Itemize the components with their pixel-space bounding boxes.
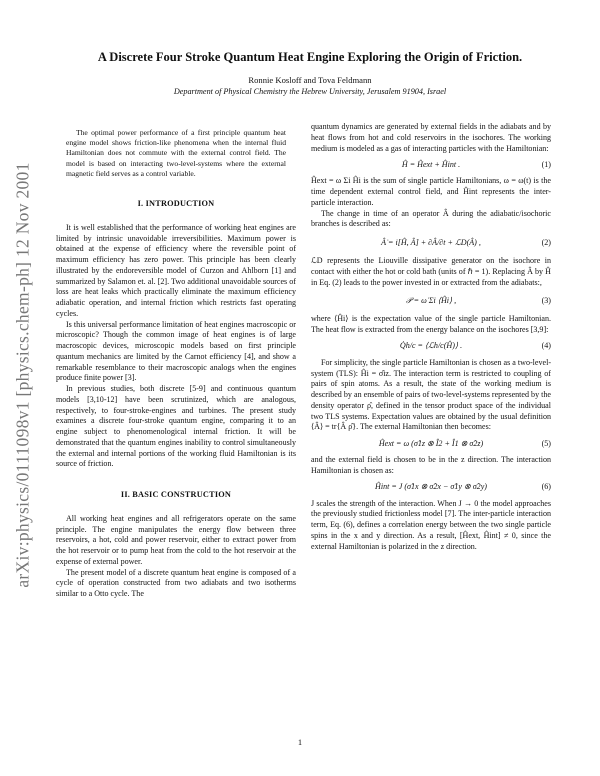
paragraph: where ⟨Ĥi⟩ is the expectation value of the single particle Hamiltonian. The heat flow is extracted from the energy balance on the isochores [3,9]: — [311, 314, 551, 334]
paragraph: The present model of a discrete quantum heat engine is composed of a cycle of operation constructed from two adiabats and two isotherms similar to a Otto cycle. The — [56, 567, 296, 599]
page-number: 1 — [297, 737, 303, 747]
paragraph: and the external field is chosen to be in the z direction. The interaction Hamiltonian is chosen as: — [311, 455, 551, 475]
abstract — [56, 128, 296, 179]
section-heading-introduction: I. INTRODUCTION — [137, 199, 215, 209]
section-heading-basic-construction: II. BASIC CONSTRUCTION — [120, 490, 232, 500]
paper-title: A Discrete Four Stroke Quantum Heat Engine Exploring the Origin of Friction. — [97, 50, 523, 64]
paragraph: For simplicity, the single particle Hamiltonian is chosen as a two-level-system (TLS): Ĥi = σ̂iz. The interaction term is restricted to coupling of pairs of spin atoms. As a result, the state of the working medium is described by an ensemble of pairs of two-level-systems represented by the density operator ρ̂, defined in the tensor product space of the individual two TLS systems. Expectation values are obtained by the usual definition ⟨Â⟩ = tr{Â ρ̂}. The external Hamiltonian then becomes: — [311, 357, 551, 432]
paragraph: Ĥext = ω Σi Ĥi is the sum of single particle Hamiltonians, ω = ω(t) is the time dependent external control field, and Ĥint represents the inter-particle interaction. — [311, 176, 551, 207]
authors: Ronnie Kosloff and Tova Feldmann — [248, 75, 372, 85]
paragraph: Is this universal performance limitation of heat engines macroscopic or microscopic? Though the common image of heat engines is of large macroscopic devices, microscopic models based on first principle quantum mechanics are limited by the Carnot efficiency [4], and show a remarkable resemblance to their macroscopic analogs when the engines produce finite power [3]. — [56, 319, 296, 383]
equation-2: Â̇ = i[Ĥ, Â] + ∂Â/∂t + ℒD(Â) , (2) — [381, 237, 551, 247]
left-column — [56, 120, 296, 600]
equation-4: Q̇h/c = ⟨ℒh/c(Ĥ)⟩ . (4) — [399, 341, 551, 351]
paragraph: All working heat engines and all refrigerators operate on the same principle. The engine manipulates the energy flow between three reservoirs, a hot, cold and power reservoir, either to extract power from the hot reservoir or to pump heat from the cold to the hot reservoir at the expense of external power. — [56, 513, 296, 566]
equation-5: Ĥext = ω (σ̂1z ⊗ Î2 + Î1 ⊗ σ̂2z) (5) — [378, 438, 551, 448]
equation-6: Ĥint = J (σ̂1x ⊗ σ̂2x − σ̂1y ⊗ σ̂2y) (6) — [375, 482, 551, 492]
paragraph: It is well established that the performance of working heat engines are limited by intrinsic unavoidable irreversibilities. Maximum power is obtained at the expense of efficiency where the reversible point of maximum efficiency has zero power. This principle has been clearly illustrated by the endoreversible model of Curzon and Ahlborn [1] and summarized by Salamon et. al. [2]. Two additional unavoidable sources of loss are heat leaks which practically eliminate the maximum efficiency adiabatic operation, and internal friction which restricts fast operating cycles. — [56, 222, 296, 318]
paragraph: In previous studies, both discrete [5-9] and continuous quantum models [3,10-12] have been scrutinized, which are analogous, respectively, to four-stroke-engines and turbines. The present study examines a discrete four-stroke quantum engine, comparing it to an engine subject to phenomenological internal friction. It will be demonstrated that the quantum engines inability to control simultaneously the external and internal portions of the working fluid Hamiltonian is its source of friction. — [56, 384, 296, 469]
paragraph: ℒD represents the Liouville dissipative generator on the isochore in contact with either the hot or cold bath (units of ℏ = 1). Replacing Â by Ĥ in Eq. (2) leads to the power invested in or extracted from the adiabats:, — [311, 256, 551, 287]
paragraph: J scales the strength of the interaction. When J → 0 the model approaches the previously studied frictionless model [7]. The inter-particle interaction term, Eq. (6), defines a correlation energy between the two single particle spins in the x and y direction. As a result, [Ĥext, Ĥint] ≠ 0, since the external Hamiltonian is polarized in the z direction. — [311, 498, 551, 551]
affiliation: Department of Physical Chemistry the Hebrew University, Jerusalem 91904, Israel — [173, 87, 447, 96]
paragraph: quantum dynamics are generated by external fields in the adiabats and by heat flows from hot and cold reservoirs in the isochores. The working medium is modeled as a gas of interacting particles with the Hamiltonian: — [311, 122, 551, 153]
paragraph: The change in time of an operator Â during the adiabatic/isochoric branches is described as: — [311, 208, 551, 229]
arxiv-stamp: arXiv:physics/0111098v1 [physics.chem-ph] 12 Nov 2001 — [12, 162, 33, 588]
equation-1: Ĥ = Ĥext + Ĥint . (1) — [401, 159, 551, 169]
right-column — [311, 122, 551, 552]
abstract-text: The optimal power performance of a first principle quantum heat engine model shows friction-like phenomena when the internal fluid Hamiltonian does not commute with the external control field. The model is based on interacting two-level-systems where the external magnetic field serves as a control variable. — [66, 128, 286, 178]
equation-3: 𝒫 = ω̇ Σi ⟨Ĥi⟩ , (3) — [405, 295, 551, 305]
